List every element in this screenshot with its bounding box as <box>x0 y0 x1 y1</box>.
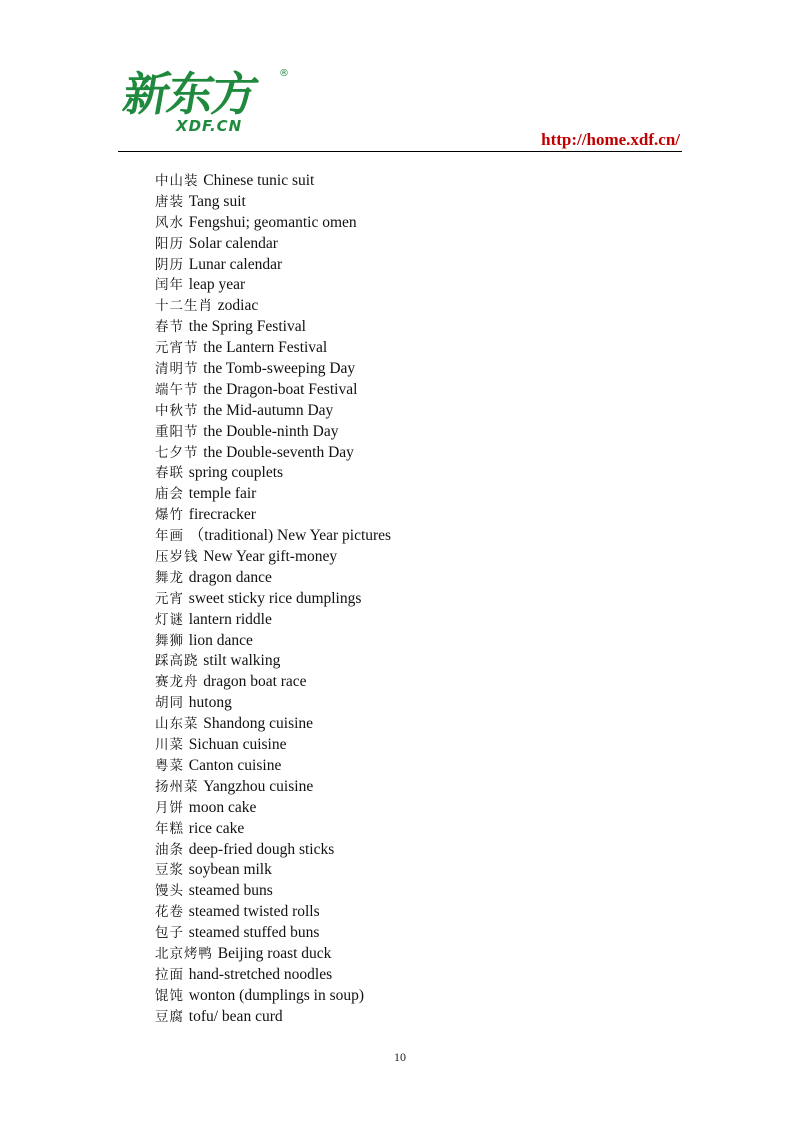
entry-chinese-term: 豆腐 <box>155 1008 184 1025</box>
vocabulary-entry <box>155 254 391 275</box>
entry-chinese-term: 元宵 <box>155 590 184 607</box>
entry-english-translation: steamed buns <box>188 882 273 900</box>
entry-english-translation: zodiac <box>217 297 259 315</box>
entry-chinese-term: 春联 <box>155 465 184 482</box>
entry-chinese-term: 川菜 <box>155 737 184 754</box>
vocabulary-entry <box>155 755 391 776</box>
vocabulary-entry <box>155 859 391 880</box>
entry-chinese-term: 舞狮 <box>155 632 184 649</box>
entry-chinese-term: 十二生肖 <box>155 298 213 315</box>
vocabulary-entry <box>155 650 391 671</box>
registered-mark: ® <box>279 68 289 79</box>
vocabulary-entry <box>155 483 391 504</box>
entry-chinese-term: 端午节 <box>155 381 199 398</box>
vocabulary-entry <box>155 609 391 630</box>
entry-english-translation: dragon boat race <box>203 673 307 691</box>
vocabulary-entry <box>155 943 391 964</box>
entry-chinese-term: 粤菜 <box>155 757 184 774</box>
entry-english-translation: firecracker <box>188 506 256 524</box>
entry-chinese-term: 月饼 <box>155 799 184 816</box>
entry-chinese-term: 拉面 <box>155 966 184 983</box>
logo-english-text: XDF.CN <box>176 117 243 135</box>
vocabulary-entry <box>155 295 391 316</box>
entry-english-translation: the Double-ninth Day <box>203 422 339 440</box>
entry-english-translation: deep-fried dough sticks <box>188 840 335 858</box>
entry-chinese-term: 舞龙 <box>155 569 184 586</box>
entry-english-translation: Yangzhou cuisine <box>203 777 314 795</box>
entry-english-translation: New Year gift-money <box>203 548 338 566</box>
vocabulary-entry <box>155 170 391 191</box>
vocabulary-entry <box>155 504 391 525</box>
vocabulary-entry <box>155 462 391 483</box>
entry-english-translation: the Tomb-sweeping Day <box>203 360 356 378</box>
vocabulary-entry <box>155 525 391 546</box>
entry-chinese-term: 油条 <box>155 841 184 858</box>
entry-english-translation: hand-stretched noodles <box>188 965 333 983</box>
entry-english-translation: the Spring Festival <box>188 318 306 336</box>
entry-chinese-term: 豆浆 <box>155 862 184 879</box>
vocabulary-entry <box>155 212 391 233</box>
vocabulary-entry <box>155 546 391 567</box>
entry-english-translation: wonton (dumplings in soup) <box>188 986 365 1004</box>
entry-english-translation: the Lantern Festival <box>203 339 328 357</box>
entry-chinese-term: 山东菜 <box>155 716 199 733</box>
entry-chinese-term: 七夕节 <box>155 444 199 461</box>
entry-english-translation: temple fair <box>188 485 257 503</box>
entry-english-translation: moon cake <box>188 798 257 816</box>
vocabulary-entry <box>155 692 391 713</box>
entry-english-translation: the Dragon-boat Festival <box>203 380 358 398</box>
vocabulary-entry <box>155 734 391 755</box>
vocabulary-entry <box>155 985 391 1006</box>
entry-chinese-term: 阳历 <box>155 235 184 252</box>
vocabulary-entry <box>155 839 391 860</box>
entry-chinese-term: 北京烤鸭 <box>155 945 213 962</box>
vocabulary-entry <box>155 797 391 818</box>
entry-english-translation: rice cake <box>188 819 245 837</box>
vocabulary-entry <box>155 880 391 901</box>
entry-english-translation: soybean milk <box>188 861 272 879</box>
logo-chinese-text: 新东方 <box>119 67 261 121</box>
entry-chinese-term: 赛龙舟 <box>155 674 199 691</box>
entry-chinese-term: 中秋节 <box>155 402 199 419</box>
entry-chinese-term: 年画 <box>155 528 184 545</box>
vocabulary-entry <box>155 191 391 212</box>
entry-english-translation: hutong <box>188 694 232 712</box>
entry-chinese-term: 馒头 <box>155 883 184 900</box>
entry-english-translation: Beijing roast duck <box>217 944 332 962</box>
page-number: 10 <box>394 1050 406 1064</box>
entry-english-translation: Solar calendar <box>188 234 278 252</box>
vocabulary-entry <box>155 358 391 379</box>
entry-english-translation: Shandong cuisine <box>203 715 314 733</box>
xdf-logo <box>119 66 299 138</box>
vocabulary-entry <box>155 567 391 588</box>
vocabulary-entry <box>155 233 391 254</box>
entry-english-translation: lion dance <box>188 631 253 649</box>
entry-chinese-term: 清明节 <box>155 361 199 378</box>
vocabulary-entry <box>155 421 391 442</box>
vocabulary-entry <box>155 379 391 400</box>
entry-chinese-term: 阴历 <box>155 256 184 273</box>
entry-english-translation: lantern riddle <box>188 610 272 628</box>
vocabulary-entry <box>155 776 391 797</box>
entry-chinese-term: 压岁钱 <box>155 549 199 566</box>
vocabulary-entry <box>155 442 391 463</box>
entry-chinese-term: 胡同 <box>155 695 184 712</box>
entry-chinese-term: 唐装 <box>155 193 184 210</box>
entry-chinese-term: 爆竹 <box>155 507 184 524</box>
vocabulary-list <box>155 170 391 1027</box>
entry-english-translation: Sichuan cuisine <box>188 736 287 754</box>
entry-chinese-term: 闰年 <box>155 277 184 294</box>
entry-chinese-term: 馄饨 <box>155 987 184 1004</box>
entry-english-translation: stilt walking <box>203 652 281 670</box>
entry-chinese-term: 踩高跷 <box>155 653 199 670</box>
entry-english-translation: dragon dance <box>188 568 272 586</box>
entry-english-translation: Canton cuisine <box>188 756 282 774</box>
vocabulary-entry <box>155 818 391 839</box>
entry-english-translation: Fengshui; geomantic omen <box>188 213 357 231</box>
entry-chinese-term: 元宵节 <box>155 340 199 357</box>
vocabulary-entry <box>155 588 391 609</box>
entry-english-translation: the Mid-autumn Day <box>203 401 334 419</box>
vocabulary-entry <box>155 337 391 358</box>
entry-chinese-term: 重阳节 <box>155 423 199 440</box>
vocabulary-entry <box>155 316 391 337</box>
vocabulary-entry <box>155 274 391 295</box>
entry-english-translation: tofu/ bean curd <box>188 1007 283 1025</box>
vocabulary-entry <box>155 713 391 734</box>
vocabulary-entry <box>155 901 391 922</box>
entry-chinese-term: 灯谜 <box>155 611 184 628</box>
vocabulary-entry <box>155 922 391 943</box>
entry-english-translation: sweet sticky rice dumplings <box>188 589 362 607</box>
entry-chinese-term: 花卷 <box>155 904 184 921</box>
entry-chinese-term: 风水 <box>155 214 184 231</box>
vocabulary-entry <box>155 400 391 421</box>
entry-chinese-term: 包子 <box>155 925 184 942</box>
entry-english-translation: leap year <box>188 276 246 294</box>
entry-chinese-term: 扬州菜 <box>155 778 199 795</box>
entry-english-translation: Lunar calendar <box>188 255 283 273</box>
entry-english-translation: the Double-seventh Day <box>203 443 354 461</box>
entry-english-translation: spring couplets <box>188 464 284 482</box>
vocabulary-entry <box>155 630 391 651</box>
entry-chinese-term: 春节 <box>155 319 184 336</box>
entry-english-translation: （traditional) New Year pictures <box>188 527 392 545</box>
entry-english-translation: steamed stuffed buns <box>188 924 320 942</box>
header-url-link[interactable]: http://home.xdf.cn/ <box>541 130 680 149</box>
header-divider <box>118 151 682 152</box>
entry-chinese-term: 年糕 <box>155 820 184 837</box>
entry-english-translation: Chinese tunic suit <box>203 172 315 189</box>
entry-english-translation: steamed twisted rolls <box>188 903 320 921</box>
entry-english-translation: Tang suit <box>188 192 246 210</box>
vocabulary-entry <box>155 964 391 985</box>
entry-chinese-term: 中山装 <box>155 173 199 189</box>
vocabulary-entry <box>155 1006 391 1027</box>
entry-chinese-term: 庙会 <box>155 486 184 503</box>
vocabulary-entry <box>155 671 391 692</box>
